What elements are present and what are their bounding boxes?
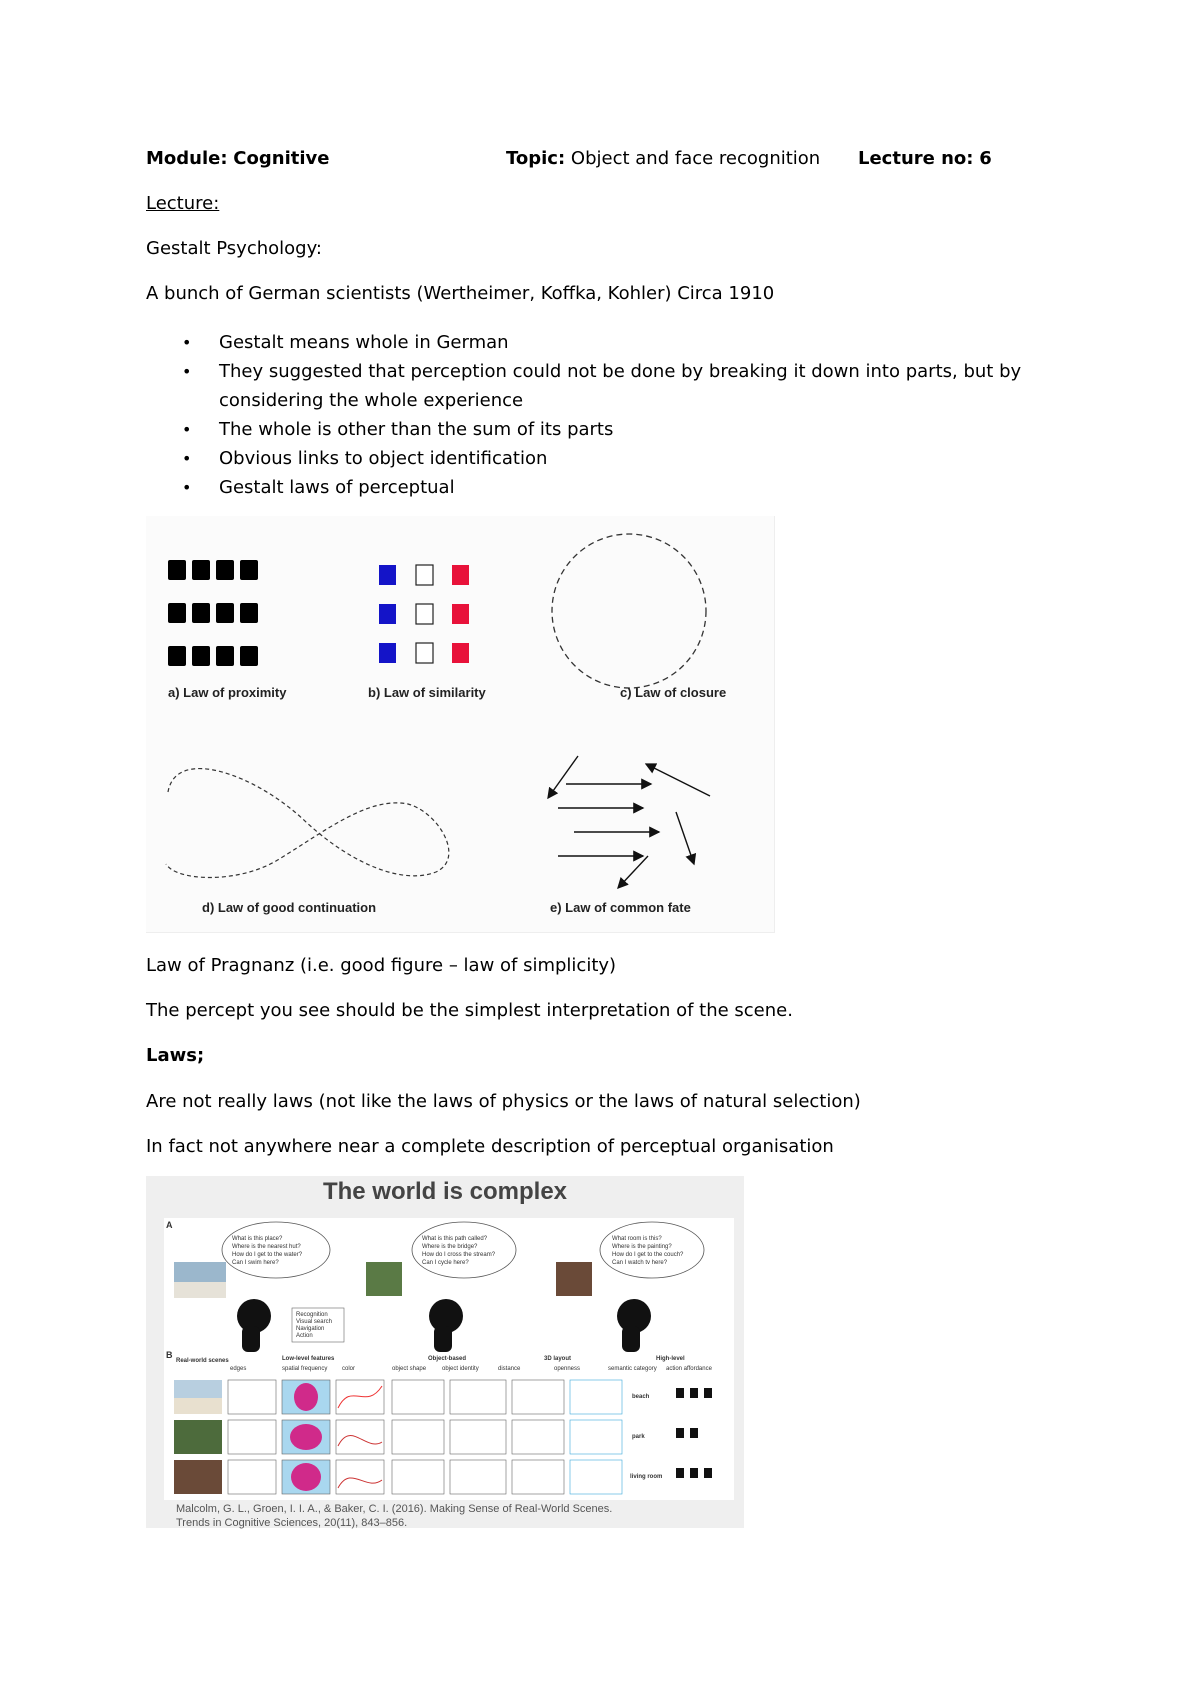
task-item: Action — [296, 1333, 313, 1339]
figure2-title: The world is complex — [322, 1178, 568, 1205]
task-item: Navigation — [296, 1326, 325, 1332]
lecture-no-line — [858, 148, 992, 170]
task-item: Visual search — [296, 1319, 332, 1325]
bullet-text: Obvious links to object identification — [219, 448, 548, 469]
bubble3-line: Where is the painting? — [612, 1244, 672, 1250]
bullet-list — [146, 328, 1046, 502]
col-header: Low-level features — [282, 1356, 335, 1362]
col-header: 3D layout — [544, 1356, 572, 1362]
proximity-squares — [168, 560, 258, 666]
sub-header: action affordance — [666, 1366, 712, 1372]
bullet-text: Gestalt laws of perceptual — [219, 477, 455, 498]
module-label: Module: — [146, 148, 228, 169]
common-fate-arrows — [548, 756, 710, 888]
list-item: • Obvious links to object identification — [182, 448, 548, 469]
sub-header: color — [342, 1366, 356, 1372]
task-item: Recognition — [296, 1312, 328, 1318]
pragnanz-text: Law of Pragnanz (i.e. good figure – law of simplicity) — [146, 955, 617, 976]
caption-closure: c) Law of closure — [620, 685, 727, 700]
lecture-heading: Lecture: — [146, 193, 220, 214]
caption-common-fate: e) Law of common fate — [550, 900, 691, 915]
module-line — [146, 148, 329, 170]
category-label: park — [632, 1434, 645, 1440]
intro-text: A bunch of German scientists (Wertheimer, Koffka, Kohler) Circa 1910 — [146, 283, 775, 304]
sub-header: spatial frequency — [282, 1366, 328, 1372]
caption-continuation: d) Law of good continuation — [202, 900, 377, 915]
bubble2-line: What is this path called? — [422, 1236, 488, 1242]
lecture-no-label: Lecture no: — [858, 148, 974, 169]
sub-header: distance — [498, 1366, 521, 1372]
sub-header: semantic category — [608, 1366, 657, 1372]
topic-line — [506, 148, 820, 170]
feature-grid — [174, 1380, 712, 1494]
lecture-no-value: 6 — [979, 148, 992, 169]
list-item: • Gestalt means whole in German — [182, 332, 509, 353]
citation-line: Malcolm, G. L., Groen, I. I. A., & Baker, C. I. (2016). Making Sense of Real-World Scenes. — [176, 1503, 613, 1515]
similarity-squares — [379, 565, 469, 663]
thought-bubble — [412, 1222, 516, 1278]
bubble1-line: What is this place? — [232, 1236, 283, 1242]
bullet-text: Gestalt means whole in German — [219, 332, 509, 353]
bubble3-line: How do I get to the couch? — [612, 1252, 684, 1258]
col-header: High-level — [656, 1356, 685, 1362]
panel-a-label: A — [166, 1220, 173, 1230]
bubble3-line: Can I watch tv here? — [612, 1260, 668, 1266]
world-complex-figure — [146, 1176, 744, 1528]
gestalt-laws-figure — [146, 516, 775, 933]
list-item: • They suggested that perception could not be done by breaking it down into parts, but by considering the whole experience — [182, 361, 1022, 411]
bubble3-line: What room is this? — [612, 1236, 662, 1242]
citation-line: Trends in Cognitive Sciences, 20(11), 843–856. — [176, 1517, 408, 1529]
bubble2-line: Can I cycle here? — [422, 1260, 469, 1266]
list-item: • Gestalt laws of perceptual — [182, 477, 455, 498]
infact-text: In fact not anywhere near a complete description of perceptual organisation — [146, 1136, 834, 1157]
percept-text: The percept you see should be the simplest interpretation of the scene. — [146, 1000, 793, 1021]
caption-proximity: a) Law of proximity — [168, 685, 287, 700]
bullet-text: The whole is other than the sum of its parts — [219, 419, 614, 440]
laws-text: Are not really laws (not like the laws of physics or the laws of natural selection) — [146, 1091, 861, 1112]
bubble2-line: How do I cross the stream? — [422, 1252, 496, 1258]
sub-header: object shape — [392, 1366, 427, 1372]
gestalt-laws-svg — [146, 516, 774, 932]
bubble1-line: Where is the nearest hut? — [232, 1244, 301, 1250]
topic-label: Topic: — [506, 148, 566, 169]
module-value: Cognitive — [233, 148, 330, 169]
category-label: beach — [632, 1394, 650, 1400]
bubble2-line: Where is the bridge? — [422, 1244, 478, 1250]
room-photo — [556, 1262, 592, 1296]
closure-circle — [552, 534, 706, 688]
bubble1-line: Can I swim here? — [232, 1260, 279, 1266]
list-item: • The whole is other than the sum of its parts — [182, 419, 614, 440]
continuation-curve — [166, 769, 449, 878]
gestalt-heading: Gestalt Psychology: — [146, 238, 323, 259]
park-photo — [366, 1262, 402, 1296]
col-header: Object-based — [428, 1356, 467, 1362]
topic-value: Object and face recognition — [570, 148, 821, 169]
bullet-text: They suggested that perception could not be done by breaking it down into parts, but by considering the whole experience — [219, 361, 1022, 411]
panel-b-label: B — [166, 1350, 173, 1360]
caption-similarity: b) Law of similarity — [368, 685, 486, 700]
thought-bubble — [222, 1222, 330, 1278]
sub-header: object identity — [442, 1366, 479, 1372]
col-header: Real-world scenes — [176, 1358, 229, 1364]
sub-header: openness — [554, 1366, 581, 1372]
world-complex-svg — [146, 1176, 744, 1528]
thought-bubble — [600, 1222, 704, 1278]
sub-header: edges — [230, 1366, 247, 1372]
bubble1-line: How do I get to the water? — [232, 1252, 303, 1258]
laws-heading: Laws; — [146, 1045, 205, 1066]
category-label: living room — [630, 1474, 663, 1480]
figure2-citation — [176, 1502, 612, 1530]
